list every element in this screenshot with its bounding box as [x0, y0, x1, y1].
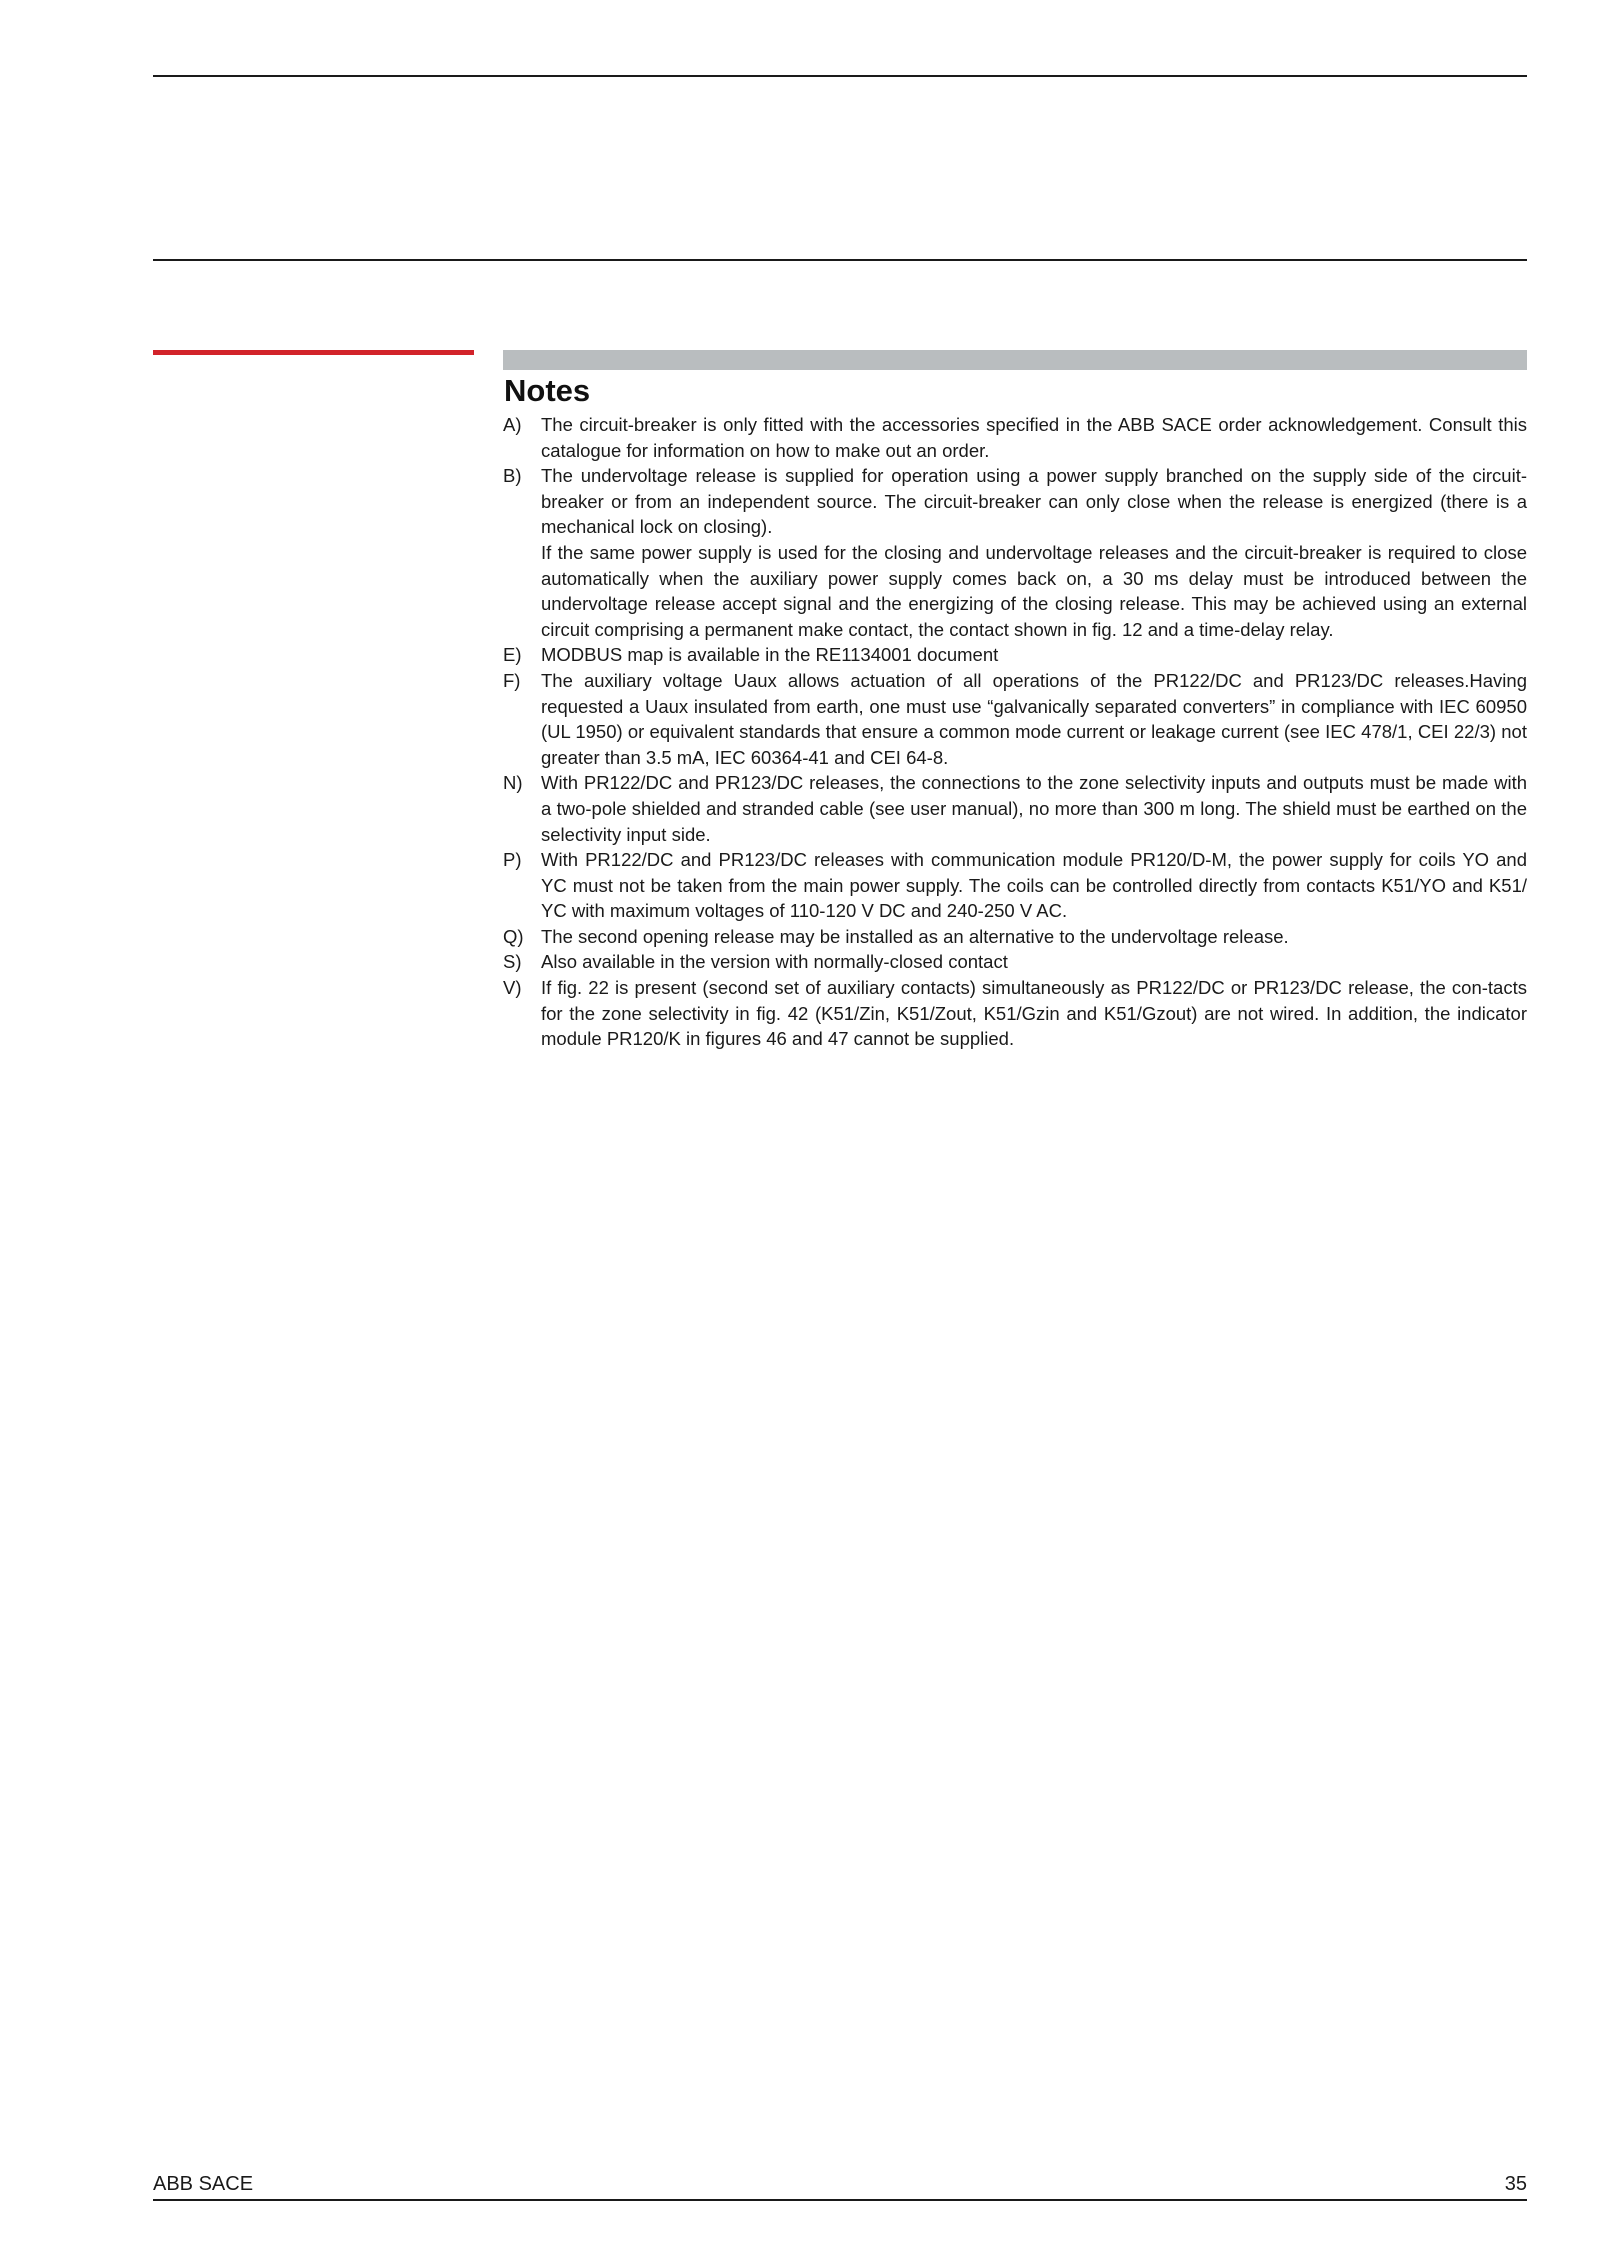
note-item-q [503, 924, 1527, 950]
note-item-f [503, 668, 1527, 770]
note-paragraph: The circuit-breaker is only fitted with the accessories specified in the ABB SACE order acknowledgement. Consult this catalogue for information on how to make out an order. [541, 414, 1527, 461]
note-paragraph: With PR122/DC and PR123/DC releases, the connections to the zone selectivity inputs and outputs must be made with a two-pole shielded and stranded cable (see user manual), no more than 300 m long. The shield must be earthed on the selectivity input side. [541, 772, 1527, 845]
page-title: Notes [504, 373, 591, 408]
note-item-e [503, 642, 1527, 668]
note-letter: A) [503, 414, 522, 435]
note-letter: P) [503, 849, 522, 871]
note-item-n [503, 770, 1527, 847]
note-paragraph: If fig. 22 is present (second set of auxiliary contacts) simultaneously as PR122/DC or PR123/DC release, the con-tacts for the zone selectivity in fig. 42 (K51/Zin, K51/Zout, K51/Gzin and K51/Gzout) are not wired. In addition, the indicator module PR120/K in figures 46 and 47 cannot be supplied. [541, 977, 1527, 1050]
note-body [541, 642, 1527, 668]
footer-brand: ABB SACE [153, 2173, 254, 2195]
note-item-a [503, 412, 1527, 463]
note-letter: Q) [503, 925, 524, 947]
note-item-b [503, 463, 1527, 642]
note-paragraph: The auxiliary voltage Uaux allows actuation of all operations of the PR122/DC and PR123/DC releases.Having requested a Uaux insulated from earth, one must use “galvanically separated converters” in compliance with IEC 60950 (UL 1950) or equivalent standards that ensure a common mode current or leakage current (see IEC 478/1, CEI 22/3) not greater than 3.5 mA, IEC 60364-41 and CEI 64-8. [541, 669, 1527, 768]
header-rule-top [153, 75, 1527, 77]
section-accent-bar [153, 350, 474, 355]
note-body [541, 412, 1527, 463]
note-body [541, 924, 1527, 950]
note-paragraph: MODBUS map is available in the RE1134001 document [541, 644, 999, 666]
note-item-p [503, 847, 1527, 924]
footer-rule [153, 2199, 1527, 2201]
note-paragraph: The second opening release may be installed as an alternative to the undervoltage release. [541, 925, 1289, 947]
note-body [541, 847, 1527, 924]
note-paragraph: If the same power supply is used for the closing and undervoltage releases and the circuit-breaker is required to close automatically when the auxiliary power supply comes back on, a 30 ms delay must be introduced between the undervoltage release accept signal and the energizing of the closing release. This may be achieved using an external circuit comprising a permanent make contact, the contact shown in fig. 12 and a time-delay relay. [541, 541, 1527, 640]
note-item-s [503, 949, 1527, 975]
header-rule-bottom [153, 259, 1527, 261]
note-letter: V) [503, 977, 522, 999]
note-letter: F) [503, 669, 521, 691]
note-body [541, 463, 1527, 642]
note-body [541, 975, 1527, 1052]
note-body [541, 668, 1527, 770]
page-number: 35 [1504, 2173, 1527, 2195]
note-item-v [503, 975, 1527, 1052]
note-paragraph: The undervoltage release is supplied for operation using a power supply branched on the supply side of the circuit-breaker or from an independent source. The circuit-breaker can only close when the release is energized (there is a mechanical lock on closing). [541, 465, 1527, 538]
note-letter: B) [503, 465, 522, 487]
notes-list [503, 412, 1527, 1052]
note-letter: S) [503, 951, 522, 973]
note-paragraph: Also available in the version with normally-closed contact [541, 951, 1008, 973]
note-body [541, 770, 1527, 847]
note-letter: E) [503, 644, 522, 666]
note-letter: N) [503, 772, 523, 794]
note-paragraph: With PR122/DC and PR123/DC releases with communication module PR120/D-M, the power supply for coils YO and YC must not be taken from the main power supply. The coils can be controlled directly from contacts K51/YO and K51/ YC with maximum voltages of 110-120 V DC and 240-250 V AC. [541, 849, 1527, 922]
note-body [541, 949, 1527, 975]
section-header-bar [503, 350, 1527, 370]
